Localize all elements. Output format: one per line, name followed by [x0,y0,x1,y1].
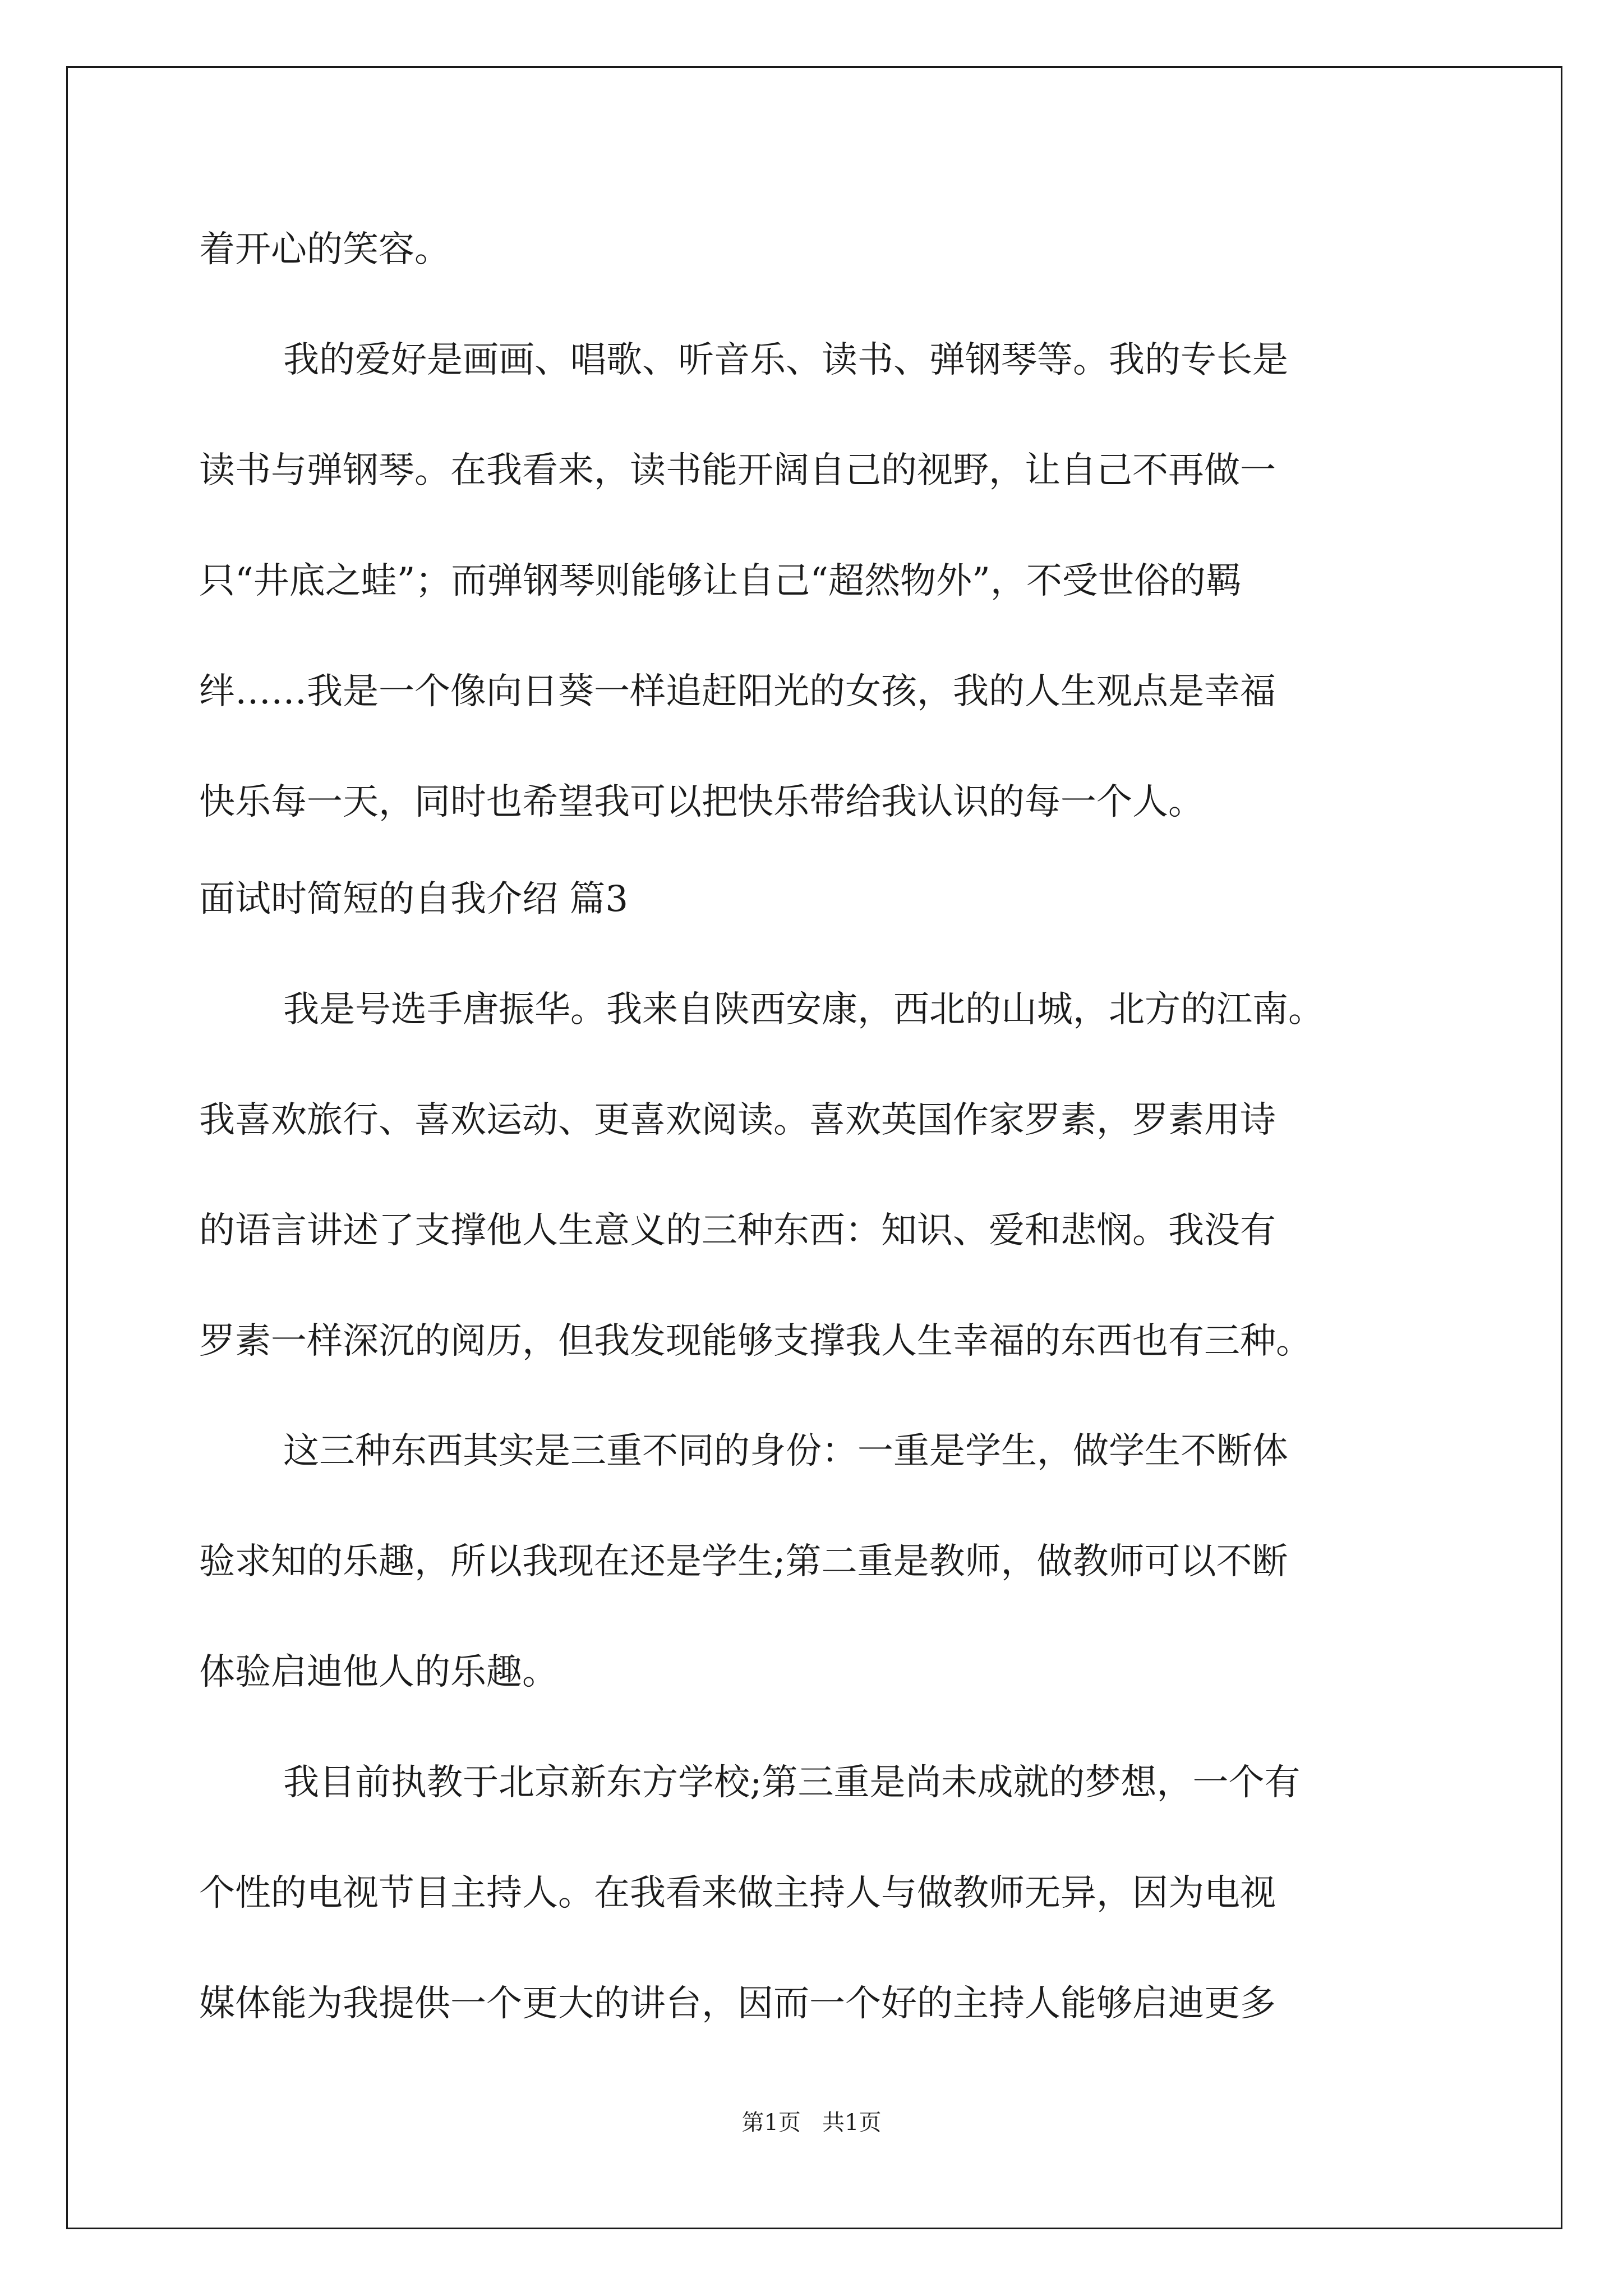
text-line: 着开心的笑容。 [199,229,450,270]
text-line: 快乐每一天，同时也希望我可以把快乐带给我认识的每一个人。 [199,781,1204,823]
text-line: 我喜欢旅行、喜欢运动、更喜欢阅读。喜欢英国作家罗素，罗素用诗 [199,1099,1276,1141]
text-line: 绊……我是一个像向日葵一样追赶阳光的女孩，我的人生观点是幸福 [199,671,1276,712]
text-line: 只“井底之蛙”；而弹钢琴则能够让自己“超然物外”，不受世俗的羁 [199,560,1242,602]
section-heading: 面试时简短的自我介绍 篇3 [199,878,629,920]
text-line: 这三种东西其实是三重不同的身份：一重是学生，做学生不断体 [283,1430,1288,1472]
text-line: 媒体能为我提供一个更大的讲台，因而一个好的主持人能够启迪更多 [199,1983,1276,2024]
text-line: 个性的电视节目主持人。在我看来做主持人与做教师无异，因为电视 [199,1872,1276,1914]
text-line: 我目前执教于北京新东方学校;第三重是尚未成就的梦想，一个有 [283,1762,1301,1803]
text-line: 验求知的乐趣，所以我现在还是学生;第二重是教师，做教师可以不断 [199,1541,1288,1582]
text-line: 的语言讲述了支撑他人生意义的三种东西：知识、爱和悲悯。我没有 [199,1210,1276,1251]
text-line: 体验启迪他人的乐趣。 [199,1651,558,1693]
text-line: 我是号选手唐振华。我来自陕西安康，西北的山城，北方的江南。 [283,989,1324,1030]
page-footer: 第1页 共1页 [741,2110,882,2136]
text-line: 读书与弹钢琴。在我看来，读书能开阔自己的视野，让自己不再做一 [199,450,1276,491]
text-line: 罗素一样深沉的阅历，但我发现能够支撑我人生幸福的东西也有三种。 [199,1320,1312,1362]
text-line: 我的爱好是画画、唱歌、听音乐、读书、弹钢琴等。我的专长是 [283,339,1288,381]
